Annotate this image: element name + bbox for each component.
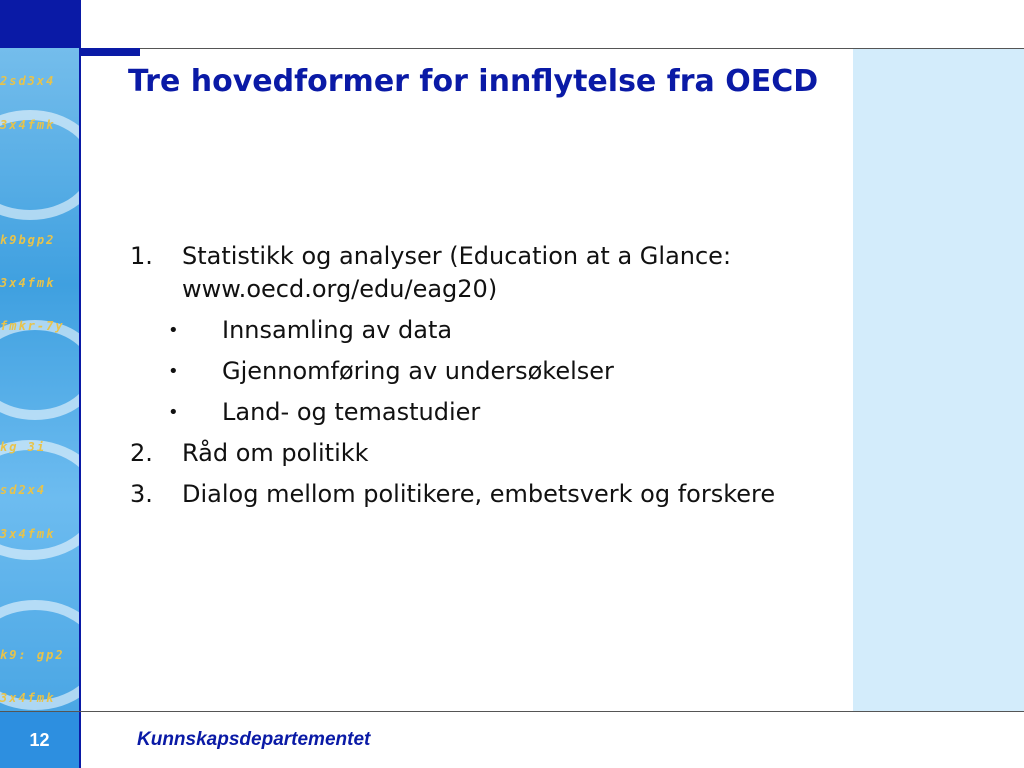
decor-code: k9: gp2 <box>0 648 65 662</box>
decor-code: sd2x4 <box>0 483 47 497</box>
decor-code: 3x4fmk <box>0 527 56 541</box>
bullet-icon: • <box>168 361 179 382</box>
page-number-box <box>0 712 79 768</box>
slide-content <box>130 240 830 519</box>
decor-code: 2sd3x4 <box>0 74 56 88</box>
decor-code: k9bgp2 <box>0 233 56 247</box>
decor-code: fmkr-7y <box>0 319 65 333</box>
strip-border <box>79 0 81 768</box>
bullet-icon: • <box>168 402 179 423</box>
decor-code: 3x4fmk <box>0 276 56 290</box>
decor-code: 3x4fmk <box>0 118 56 132</box>
decor-code: 3x4fmk <box>0 691 56 705</box>
list-item-text: Statistikk og analyser (Education at a Glance: www.oecd.org/edu/eag20) <box>182 242 732 303</box>
list-item <box>130 240 830 306</box>
list-item-text: Dialog mellom politikere, embetsverk og forskere <box>182 480 776 508</box>
list-subitem <box>130 314 830 347</box>
list-item-text: Land- og temastudier <box>222 398 481 426</box>
bullet-icon: • <box>168 320 179 341</box>
footer-divider <box>0 711 1024 712</box>
swirl-decoration <box>0 320 79 420</box>
decorative-side-strip <box>0 0 79 712</box>
list-item-text: Innsamling av data <box>222 316 453 344</box>
list-number: 1. <box>130 242 153 270</box>
list-item <box>130 437 830 470</box>
list-item-text: Gjennomføring av undersøkelser <box>222 357 614 385</box>
list-item <box>130 478 830 511</box>
list-number: 2. <box>130 439 153 467</box>
page-number: 12 <box>29 729 50 750</box>
list-item-text: Råd om politikk <box>182 439 369 467</box>
footer-organization: Kunnskapsdepartementet <box>137 729 371 750</box>
list-subitem <box>130 396 830 429</box>
strip-top-block <box>0 0 79 48</box>
list-number: 3. <box>130 480 153 508</box>
right-side-panel <box>853 49 1024 711</box>
title-accent-bar <box>81 48 140 56</box>
swirl-decoration <box>0 440 79 560</box>
slide-title: Tre hovedformer for innflytelse fra OECD <box>128 64 819 99</box>
decor-code: kg 3i <box>0 440 47 454</box>
list-subitem <box>130 355 830 388</box>
